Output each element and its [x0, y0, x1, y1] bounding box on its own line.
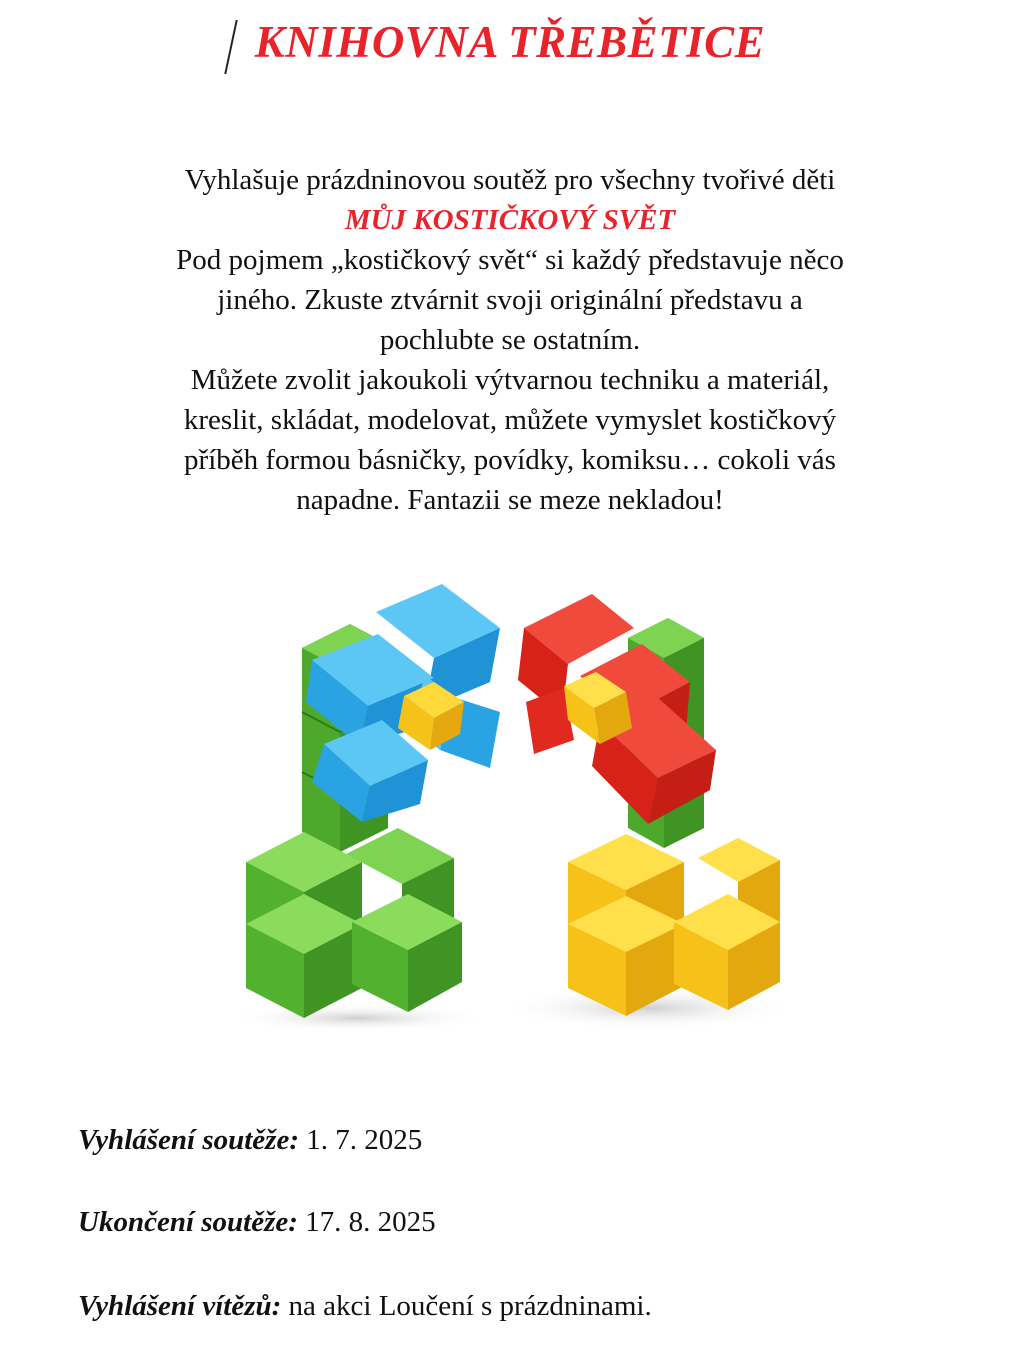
yellow-block-base: [568, 834, 780, 1016]
building-blocks-flowers-icon: [228, 578, 792, 1030]
intro-line: Vyhlašuje prázdninovou soutěž pro všechny tvořivé děti: [184, 164, 836, 196]
announcement-date: [78, 1124, 422, 1157]
intro-line: pochlubte se ostatním.: [379, 324, 641, 356]
intro-line: kreslit, skládat, modelovat, můžete vymyslet kostičkový: [183, 404, 837, 436]
end-label: Ukončení soutěže:: [78, 1206, 298, 1238]
end-value: 17. 8. 2025: [305, 1206, 436, 1238]
page-title: KNIHOVNA TŘEBĚTICE: [254, 17, 766, 67]
winners-value: na akci Loučení s prázdninami.: [288, 1290, 652, 1322]
announcement-value: 1. 7. 2025: [306, 1124, 423, 1156]
intro-line: Pod pojmem „kostičkový svět“ si každý představuje něco: [176, 244, 844, 276]
announcement-label: Vyhlášení soutěže:: [78, 1124, 299, 1156]
winners-announcement: [78, 1290, 652, 1323]
intro-text: [60, 160, 960, 520]
end-date: [78, 1206, 436, 1239]
intro-line: napadne. Fantazii se meze nekladou!: [296, 484, 724, 516]
contest-name: MŮJ KOSTIČKOVÝ SVĚT: [344, 204, 676, 236]
intro-line: jiného. Zkuste ztvárnit svoji originální představu a: [217, 284, 803, 316]
winners-label: Vyhlášení vítězů:: [78, 1290, 282, 1322]
intro-line: příběh formou básničky, povídky, komiksu… cokoli vás: [184, 444, 836, 476]
intro-line: Můžete zvolit jakoukoli výtvarnou techniku a materiál,: [190, 364, 830, 396]
